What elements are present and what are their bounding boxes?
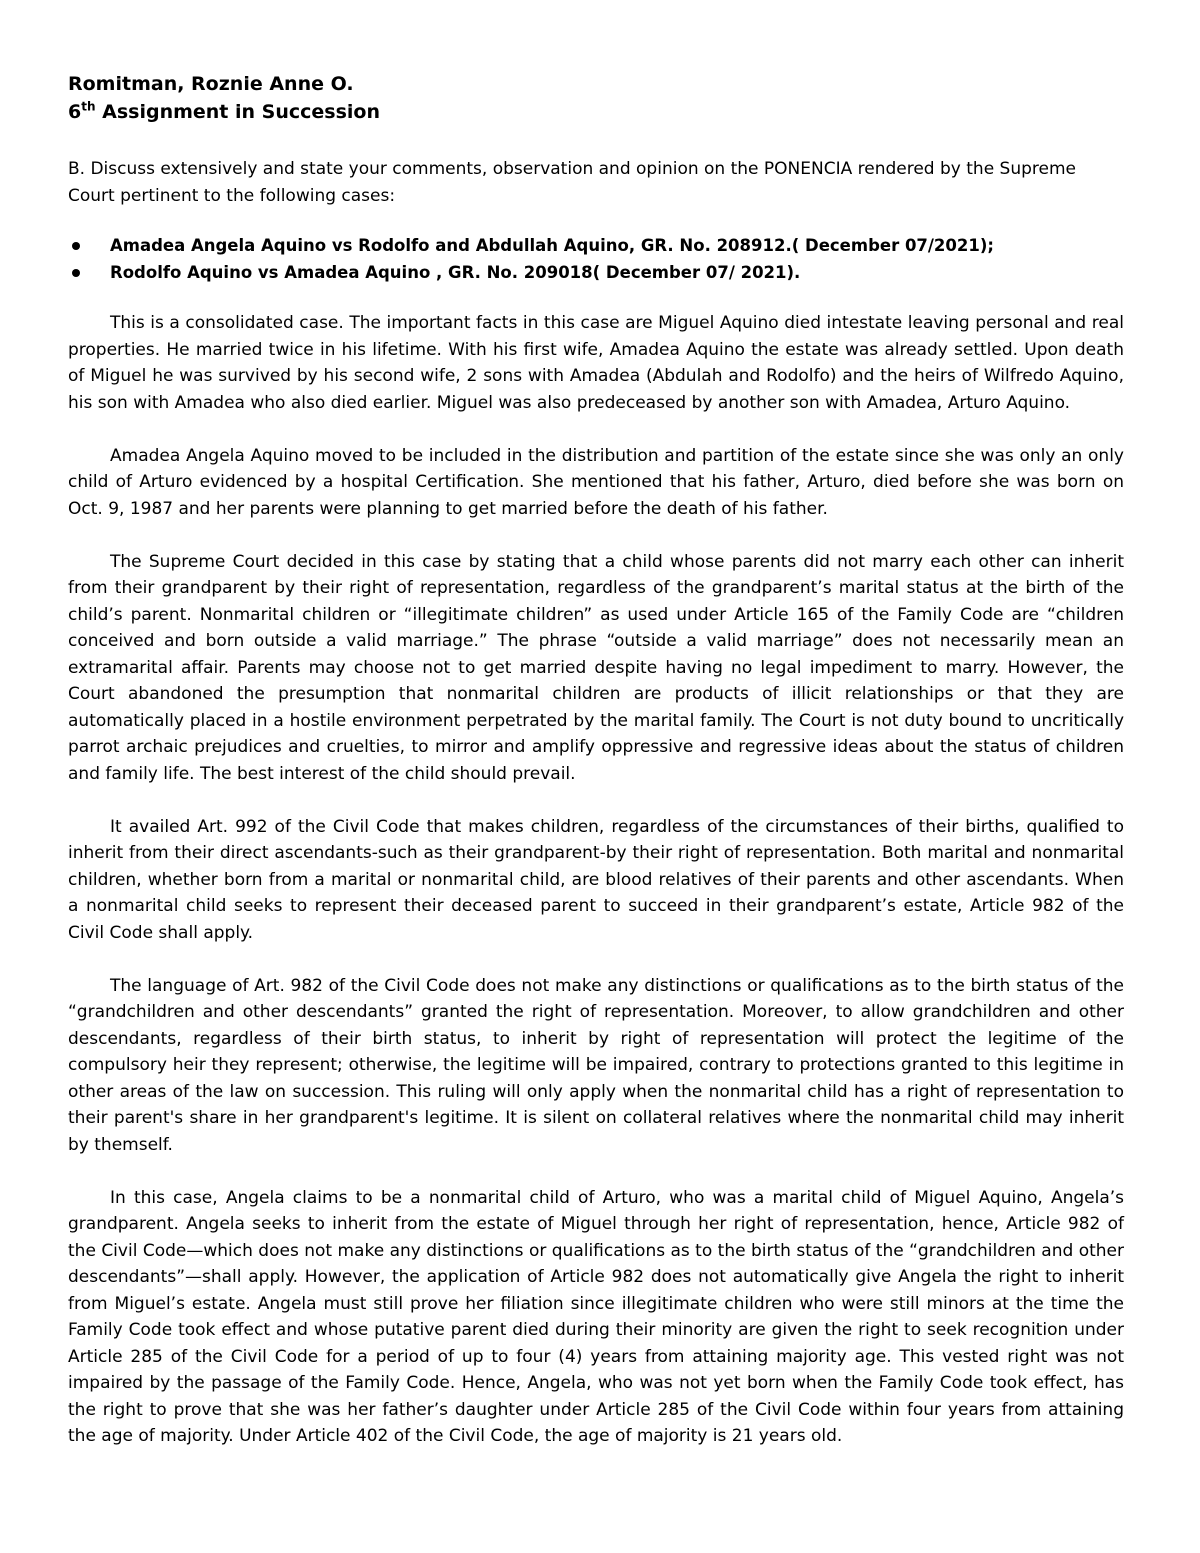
body-paragraph: Amadea Angela Aquino moved to be included in the distribution and partition of the estate since she was only an only child of Arturo evidenced by a hospital Certification. She mentioned that his father, Arturo, died before she was born on Oct. 9, 1987 and her parents were planning to get married before the death of his father. — [68, 445, 1124, 519]
body-paragraph: The Supreme Court decided in this case by stating that a child whose parents did not marry each other can inherit from their grandparent by their right of representation, regardless of the grandparent’s marital status at the birth of the child’s parent. Nonmarital children or “illegitimate children” as used under Article 165 of the Family Code are “children conceived and born outside a valid marriage.” The phrase “outside a valid marriage” does not necessarily mean an extramarital affair. Parents may choose not to get married despite having no legal impediment to marry. However, the Court abandoned the presumption that nonmarital children are products of illicit relationships or that they are automatically placed in a hostile environment perpetrated by the marital family. The Court is not duty bound to uncritically parrot archaic prejudices and cruelties, to mirror and amplify oppressive and regressive ideas about the status of children and family life. The best interest of the child should prevail. — [68, 551, 1124, 784]
assignment-number: 6 — [68, 101, 82, 123]
assignment-title — [68, 98, 1124, 126]
case-list — [68, 233, 1124, 286]
case-citation: Amadea Angela Aquino vs Rodolfo and Abdullah Aquino, GR. No. 208912.( December 07/2021); — [110, 236, 994, 255]
body-paragraph: It availed Art. 992 of the Civil Code that makes children, regardless of the circumstances of their births, qualified to inherit from their direct ascendants-such as their grandparent-by their right of representation. Both marital and nonmarital children, whether born from a marital or nonmarital child, are blood relatives of their parents and other ascendants. When a nonmarital child seeks to represent their deceased parent to succeed in their grandparent’s estate, Article 982 of the Civil Code shall apply. — [68, 816, 1124, 943]
bullet-icon — [72, 269, 80, 277]
question-prompt: B. Discuss extensively and state your comments, observation and opinion on the PONENCIA rendered by the Supreme Court pertinent to the following cases: — [68, 159, 1077, 206]
case-citation: Rodolfo Aquino vs Amadea Aquino , GR. No. 209018( December 07/ 2021). — [110, 262, 801, 282]
body-paragraph: In this case, Angela claims to be a nonmarital child of Arturo, who was a marital child of Miguel Aquino, Angela’s grandparent. Angela seeks to inherit from the estate of Miguel through her right of representation, hence, Article 982 of the Civil Code—which does not make any distinctions or qualifications as to the birth status of the “grandchildren and other descendants”—shall apply. However, the application of Article 982 does not automatically give Angela the right to inherit from Miguel’s estate. Angela must still prove her filiation since illegitimate children who were still minors at the time the Family Code took effect and whose putative parent died during their minority are given the right to seek recognition under Article 285 of the Civil Code for a period of up to four (4) years from attaining majority age. This vested right was not impaired by the passage of the Family Code. Hence, Angela, who was not yet born when the Family Code took effect, has the right to prove that she was her father’s daughter under Article 285 of the Civil Code within four years from attaining the age of majority. Under Article 402 of the Civil Code, the age of majority is 21 years old. — [68, 1187, 1124, 1446]
author-name: Romitman, Roznie Anne O. — [68, 73, 354, 95]
case-list-item — [68, 260, 1124, 287]
body-paragraph: This is a consolidated case. The important facts in this case are Miguel Aquino died intestate leaving personal and real properties. He married twice in his lifetime. With his first wife, Amadea Aquino the estate was already settled. Upon death of Miguel he was survived by his second wife, 2 sons with Amadea (Abdulah and Rodolfo) and the heirs of Wilfredo Aquino, his son with Amadea who also died earlier. Miguel was also predeceased by another son with Amadea, Arturo Aquino. — [68, 313, 1124, 413]
assignment-superscript: th — [81, 99, 96, 114]
case-list-item — [68, 233, 1124, 260]
body-paragraph: The language of Art. 982 of the Civil Code does not make any distinctions or qualifications as to the birth status of the “grandchildren and other descendants” granted the right of representation. Moreover, to allow grandchildren and other descendants, regardless of their birth status, to inherit by right of representation will protect the legitime of the compulsory heir they represent; otherwise, the legitime will be impaired, contrary to protections granted to this legitime in other areas of the law on succession. This ruling will only apply when the nonmarital child has a right of representation to their parent's share in her grandparent's legitime. It is silent on collateral relatives where the nonmarital child may inherit by themself. — [68, 975, 1124, 1155]
document-page — [68, 70, 1124, 1450]
bullet-icon — [72, 242, 80, 250]
assignment-title-text: Assignment in Succession — [95, 101, 380, 123]
